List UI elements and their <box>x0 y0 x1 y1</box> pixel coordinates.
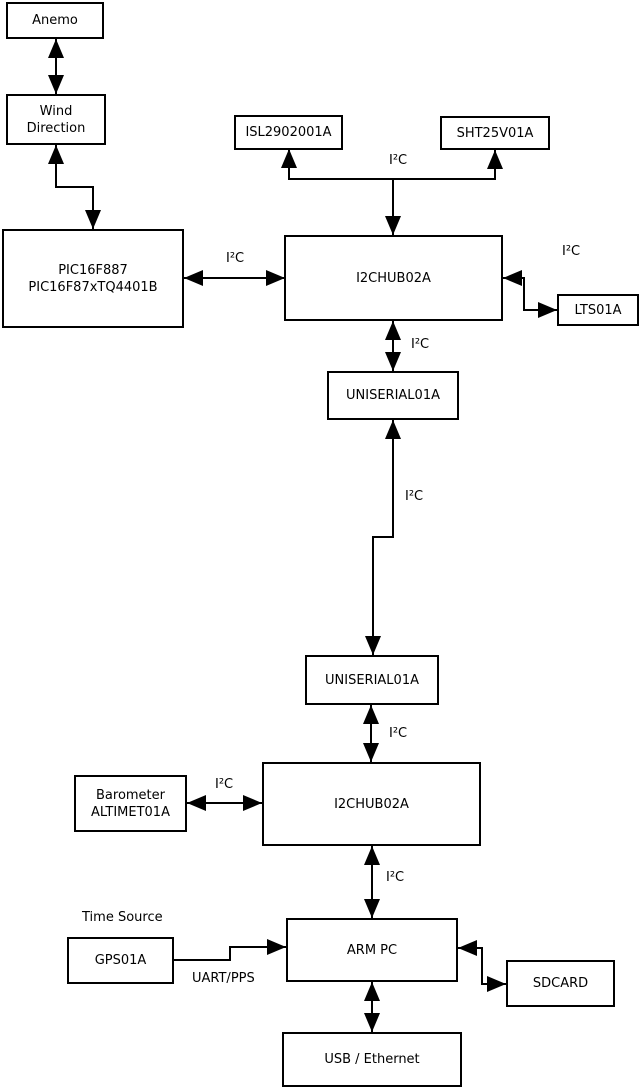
connector-wind-pic-seg2 <box>55 186 94 188</box>
connector-armpc-sdcard-seg2 <box>481 947 483 985</box>
edge-label-i2c-hub-lts: I²C <box>562 244 581 259</box>
arrowhead-left-icon <box>187 795 206 811</box>
edge-label-i2c-hub-uniserial: I²C <box>411 337 430 352</box>
box-anemo <box>6 2 104 39</box>
box-gps01a-label: GPS01A <box>94 953 147 968</box>
box-anemo-label: Anemo <box>32 13 78 28</box>
box-pic16f887 <box>2 229 184 328</box>
arrowhead-right-icon <box>266 270 285 286</box>
box-barometer-label-1: Barometer <box>96 787 165 803</box>
arrowhead-up-icon <box>385 420 401 439</box>
arrowhead-up-icon <box>385 321 401 340</box>
box-i2chub02a-1 <box>284 235 503 321</box>
box-sdcard-label: SDCARD <box>532 976 589 991</box>
box-pic16f887-label-2: PIC16F87xTQ4401B <box>28 279 158 295</box>
connector-gps-armpc-seg2 <box>229 946 231 961</box>
edge-label-i2c-hub2-armpc: I²C <box>386 870 405 885</box>
arrowhead-up-icon <box>48 145 64 164</box>
edge-label-i2c-pic-hub: I²C <box>226 251 245 266</box>
edge-label-i2c-baro-hub2: I²C <box>215 777 234 792</box>
arrowhead-left-icon <box>184 270 203 286</box>
connector-uniserial-link-seg2 <box>372 536 394 538</box>
box-sht25v01a-label: SHT25V01A <box>456 125 534 141</box>
box-arm-pc-label: ARM PC <box>346 942 398 958</box>
box-arm-pc <box>286 918 458 982</box>
arrowhead-down-icon <box>363 743 379 762</box>
box-isl2902001a <box>234 115 343 150</box>
edge-label-i2c-uniserial-hub2: I²C <box>389 726 408 741</box>
box-lts01a <box>557 294 639 326</box>
arrowhead-right-icon <box>267 939 286 955</box>
box-wind-direction <box>6 94 106 145</box>
box-sdcard <box>506 960 615 1007</box>
box-uniserial01a-2-label: UNISERIAL01A <box>325 672 419 688</box>
arrowhead-up-icon <box>364 846 380 865</box>
box-usb-ethernet-label: USB / Ethernet <box>324 1052 420 1067</box>
arrowhead-down-icon <box>48 75 64 94</box>
box-gps01a <box>67 937 174 984</box>
arrowhead-down-icon <box>364 1013 380 1032</box>
arrowhead-up-icon <box>281 149 297 168</box>
arrowhead-down-icon <box>364 899 380 918</box>
connector-gps-armpc-seg1 <box>174 959 231 961</box>
box-i2chub02a-2 <box>262 762 481 846</box>
box-wind-direction-label-2: Direction <box>26 120 86 136</box>
edge-label-i2c-uniserial-link: I²C <box>405 489 424 504</box>
arrowhead-down-icon <box>85 210 101 229</box>
box-barometer-altimet01a <box>74 775 187 832</box>
arrowhead-up-icon <box>487 150 503 169</box>
box-isl2902001a-label: ISL2902001A <box>245 125 332 140</box>
arrowhead-up-icon <box>363 705 379 724</box>
connector-hub1-lts-seg2 <box>523 277 525 310</box>
box-uniserial01a-1-label: UNISERIAL01A <box>346 388 440 403</box>
arrowhead-left-icon <box>458 940 477 956</box>
box-lts01a-label: LTS01A <box>574 302 622 318</box>
box-i2chub02a-2-label: I2CHUB02A <box>334 796 409 812</box>
arrowhead-right-icon <box>538 302 557 318</box>
box-wind-direction-label-1: Wind <box>39 103 73 119</box>
box-i2chub02a-1-label: I2CHUB02A <box>356 270 431 286</box>
edge-label-uart-pps: UART/PPS <box>192 971 255 986</box>
box-barometer-label-2: ALTIMET01A <box>91 804 170 820</box>
edge-label-time-source: Time Source <box>82 910 163 925</box>
arrowhead-down-icon <box>385 352 401 371</box>
box-uniserial01a-1 <box>327 371 459 420</box>
arrowhead-right-icon <box>487 976 506 992</box>
arrowhead-up-icon <box>364 982 380 1001</box>
arrowhead-right-icon <box>243 795 262 811</box>
connector-hub1-sensors-hbar <box>288 178 496 180</box>
arrowhead-left-icon <box>503 270 522 286</box>
box-uniserial01a-2 <box>305 655 439 705</box>
arrowhead-up-icon <box>48 39 64 58</box>
edge-label-i2c-hub-sensors: I²C <box>389 153 408 168</box>
arrowhead-down-icon <box>365 636 381 655</box>
box-usb-ethernet <box>282 1032 462 1087</box>
arrowhead-down-icon <box>385 216 401 235</box>
box-pic16f887-label-1: PIC16F887 <box>58 262 128 278</box>
box-sht25v01a <box>440 116 550 150</box>
